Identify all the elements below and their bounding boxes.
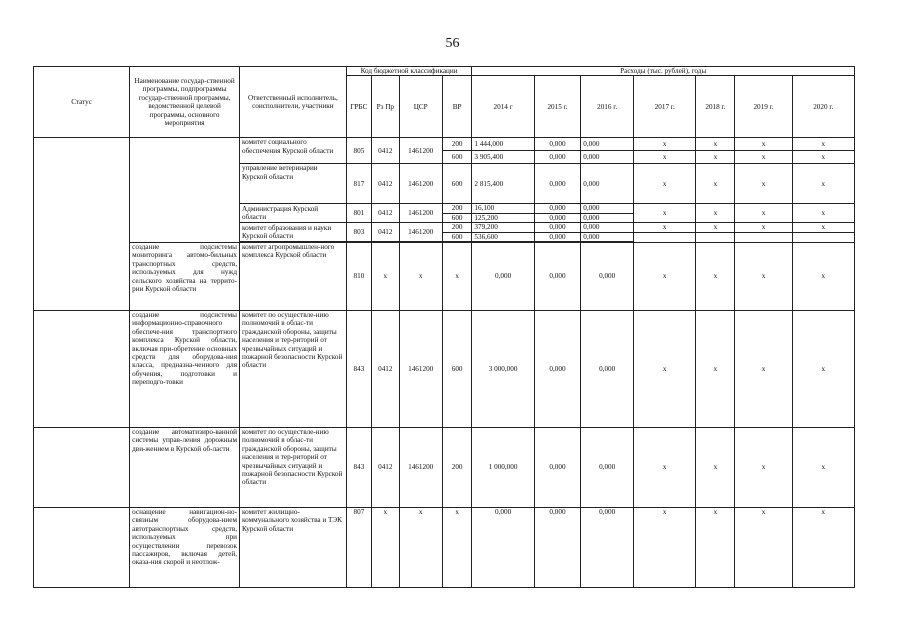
header-year-2019: 2019 г. bbox=[735, 76, 792, 138]
page-number: 56 bbox=[445, 36, 460, 51]
header-grbs: ГРБС bbox=[346, 76, 371, 138]
header-responsible: Ответственный исполнитель, соисполнители, участники bbox=[240, 67, 347, 138]
header-year-2014: 2014 г bbox=[472, 76, 534, 138]
table-row: 600 3 905,400 0,000 0,000 x x x x bbox=[34, 151, 855, 164]
table-row: 600 536,600 0,000 0,000 bbox=[34, 232, 855, 241]
budget-table bbox=[33, 66, 855, 588]
name-cell bbox=[130, 138, 240, 243]
name-cell: создание подсистемы информационно-справочного обеспече-ния транспортного комплекса Курской области, включая при-обретение основных средств для оборудова-ния класса, предназна-ченного для обучения, подготовки и переподго-товки bbox=[130, 311, 240, 428]
table-row: управление ветеринарии Курской области 817 0412 1461200 600 2 815,400 0,000 0,000 x x x x bbox=[34, 164, 855, 204]
status-cell bbox=[34, 138, 130, 243]
header-vr: ВР bbox=[442, 76, 472, 138]
header-expenses-group: Расходы (тыс. рублей), годы bbox=[472, 67, 855, 76]
responsible-cell: комитет по осуществле-нию полномочий в облас-ти гражданской обороны, защиты населения и тер-риторий от чрезвычайных ситуаций и пожарной безопасности Курской области bbox=[240, 428, 347, 508]
responsible-cell: комитет образования и науки Курской области bbox=[240, 223, 347, 242]
header-year-2017: 2017 г. bbox=[634, 76, 696, 138]
header-year-2016: 2016 г. bbox=[581, 76, 634, 138]
header-year-2018: 2018 г. bbox=[696, 76, 735, 138]
header-year-2015: 2015 г. bbox=[534, 76, 580, 138]
table-row: Администрация Курской области 801 0412 1461200 200 16,100 0,000 0,000 x x x x bbox=[34, 204, 855, 213]
table-row: оснащение навигацион-но-связным оборудова-нием автотранспортных средств, используемых при осуществлении перевозок пассажиров, включая детей, оказа-ния скорой и неотлож- комитет жилищно-коммунального хозяйства и ТЭК Курской области 807 x x x 0,000 0,000 0,000 x x x x bbox=[34, 508, 855, 588]
header-csr: ЦСР bbox=[399, 76, 442, 138]
table-row: создание автоматизиро-ванной системы управ-ления дорожным дви-жением в Курской об-ласти комитет по осуществле-нию полномочий в облас-ти гражданской обороны, защиты населения и тер-риторий от чрезвычайных ситуаций и пожарной безопасности Курской области 843 0412 1461200 200 1 000,000 0,000 0,000 x x x x bbox=[34, 428, 855, 508]
name-cell: оснащение навигацион-но-связным оборудова-нием автотранспортных средств, используемых при осуществлении перевозок пассажиров, включая детей, оказа-ния скорой и неотлож- bbox=[130, 508, 240, 588]
responsible-cell: комитет агропромышлен-ного комплекса Курской области bbox=[240, 243, 347, 311]
responsible-cell: комитет социального обеспечения Курской области bbox=[240, 138, 347, 164]
name-cell: создание подсистемы мониторинга автомо-бильных транспортных средств, используемых для нужд сельского хозяйства на террито-рии Курской области bbox=[130, 243, 240, 311]
table-row: комитет социального обеспечения Курской области 805 0412 1461200 200 1 444,000 0,000 0,000 x x x x bbox=[34, 138, 855, 151]
responsible-cell: комитет по осуществле-нию полномочий в облас-ти гражданской обороны, защиты населения и тер-риторий от чрезвычайных ситуаций и пожарной безопасности Курской области bbox=[240, 311, 347, 428]
responsible-cell: управление ветеринарии Курской области bbox=[240, 164, 347, 204]
header-name: Наименование государ-ственной программы, подпрограммы государ-ственной программы, ведомственной целевой программы, основного мероприятия bbox=[130, 67, 240, 138]
name-cell: создание автоматизиро-ванной системы управ-ления дорожным дви-жением в Курской об-ласти bbox=[130, 428, 240, 508]
header-kbk-group: Код бюджетной классификации bbox=[346, 67, 472, 76]
table-row: создание подсистемы мониторинга автомо-бильных транспортных средств, используемых для нужд сельского хозяйства на террито-рии Курской области комитет агропромышлен-ного комплекса Курской области 810 x x x 0,000 0,000 0,000 x x x x bbox=[34, 243, 855, 311]
responsible-cell: комитет жилищно-коммунального хозяйства и ТЭК Курской области bbox=[240, 508, 347, 588]
header-status: Статус bbox=[34, 67, 130, 138]
table-row: комитет образования и науки Курской области 803 0412 1461200 200 379,200 0,000 0,000 x x x x bbox=[34, 223, 855, 232]
table-row: создание подсистемы информационно-справочного обеспече-ния транспортного комплекса Курской области, включая при-обретение основных средств для оборудова-ния класса, предназна-ченного для обучения, подготовки и переподго-товки комитет по осуществле-нию полномочий в облас-ти гражданской обороны, защиты населения и тер-риторий от чрезвычайных ситуаций и пожарной безопасности Курской области 843 0412 1461200 600 3 000,000 0,000 0,000 x x x x bbox=[34, 311, 855, 428]
header-rzpr: Рз Пр bbox=[372, 76, 399, 138]
responsible-cell: Администрация Курской области bbox=[240, 204, 347, 223]
header-year-2020: 2020 г. bbox=[792, 76, 854, 138]
table-row: 600 125,200 0,000 0,000 bbox=[34, 213, 855, 222]
